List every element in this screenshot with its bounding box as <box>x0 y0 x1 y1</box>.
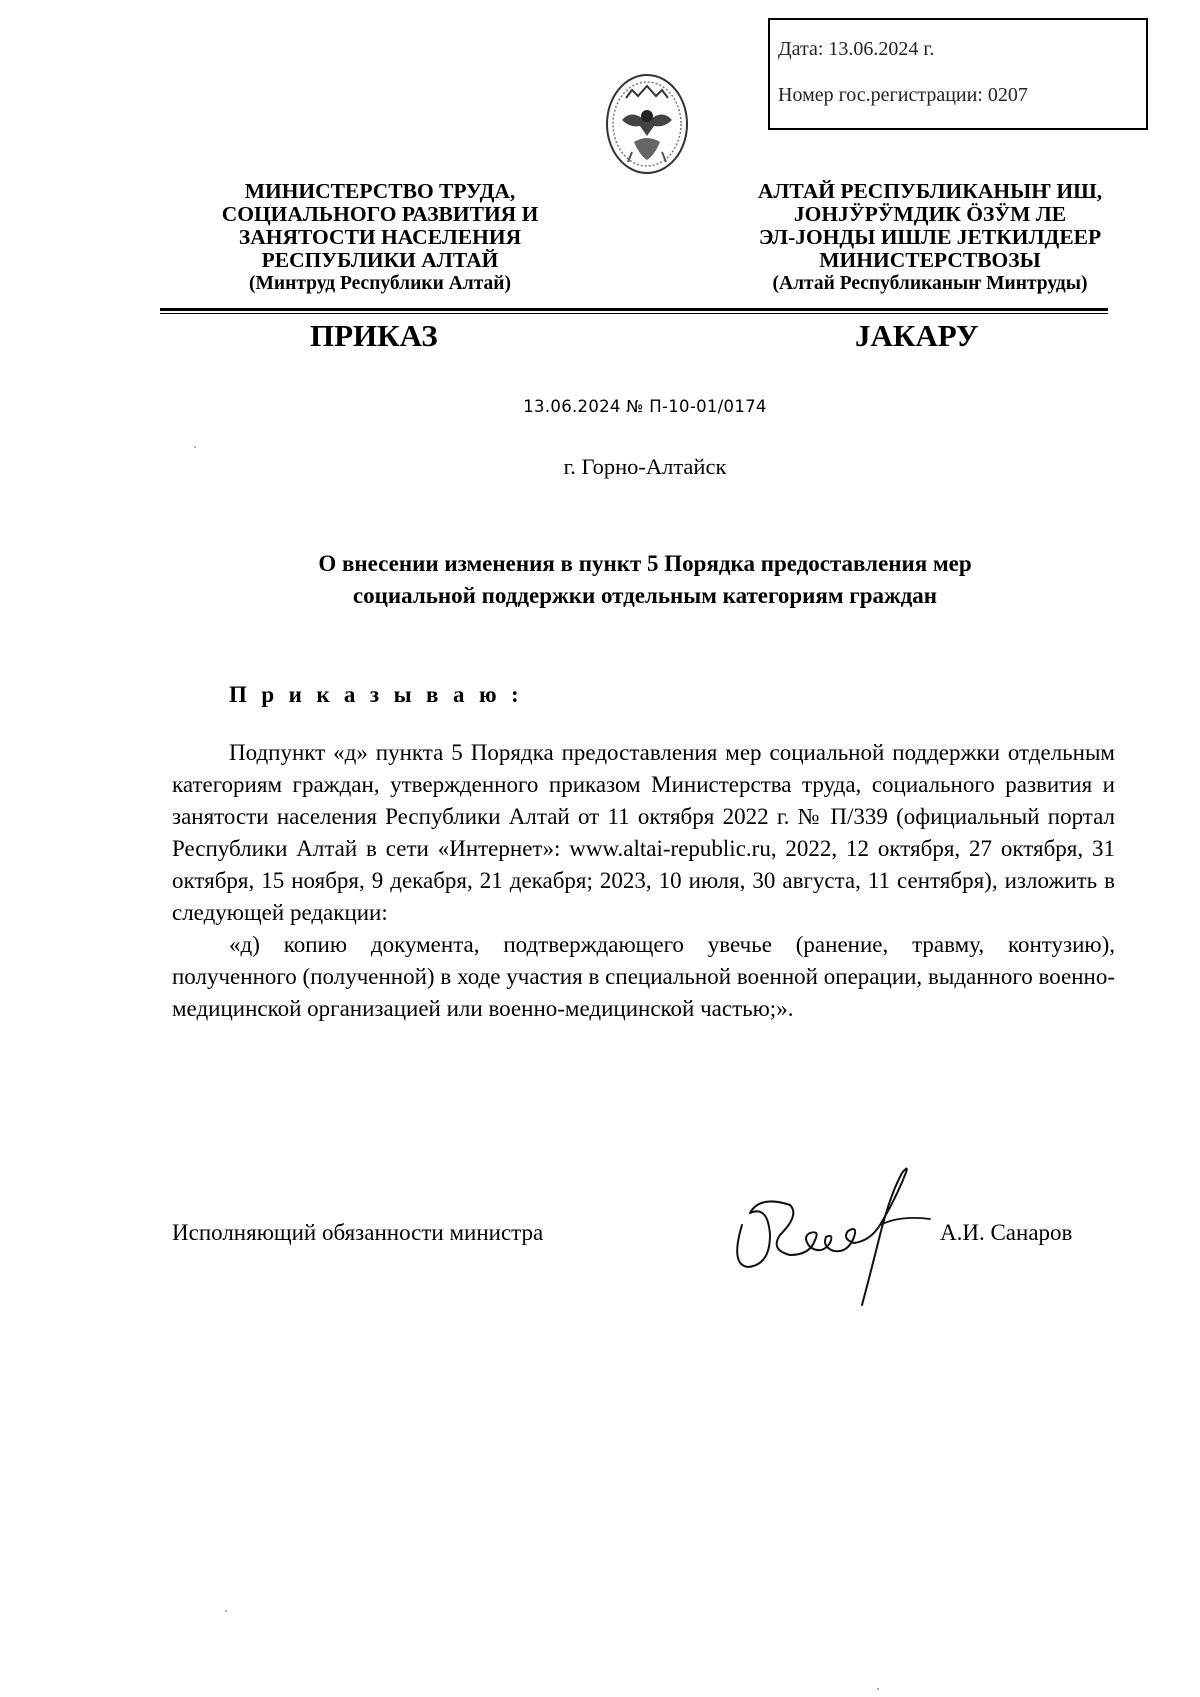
ministry-header-alt: АЛТАЙ РЕСПУБЛИКАНЫҤ ИШ, ЈОНЈӰРӰМДИК ӦЗӰМ ЛЕ ЭЛ-ЈОНДЫ ИШЛЕ ЈЕТКИЛДЕЕР МИНИСТЕРСТВОЗЫ (Алтай Республиканыҥ Минтруды) <box>700 180 1160 295</box>
ministry-header-ru: МИНИСТЕРСТВО ТРУДА, СОЦИАЛЬНОГО РАЗВИТИЯ И ЗАНЯТОСТИ НАСЕЛЕНИЯ РЕСПУБЛИКИ АЛТАЙ (Минтруд Республики Алтай) <box>180 180 580 295</box>
registration-date: Дата: 13.06.2024 г. <box>778 38 935 60</box>
header-divider-thin <box>160 313 1108 314</box>
body-paragraph-1: Подпункт «д» пункта 5 Порядка предоставления мер социальной поддержки отдельным категориям граждан, утвержденного приказом Министерства труда, социального развития и занятости населения Республики Алтай от 11 октября 2022 г. № П/339 (официальный портал Республики Алтай в сети «Интернет»: www.altai-republic.ru, 2022, 12 октября, 27 октября, 31 октября, 15 ноября, 9 декабря, 21 декабря; 2023, 10 июля, 30 августа, 11 сентября), изложить в следующей редакции: <box>172 740 1115 925</box>
order-word: Приказываю: <box>229 682 534 707</box>
coat-of-arms-emblem <box>604 72 690 176</box>
body-paragraph-2: «д) копию документа, подтверждающего увечье (ранение, травму, контузию), полученного (полученной) в ходе участия в специальной военной операции, выданного военно-медицинской организацией или военно-медицинской частью;». <box>172 932 1115 1021</box>
city: г. Горно-Алтайск <box>563 454 727 479</box>
doc-type-ru: ПРИКАЗ <box>310 318 438 353</box>
order-body <box>172 737 1115 1025</box>
doc-type-alt: ЈАКАРУ <box>855 318 979 353</box>
order-number: 13.06.2024 № П-10-01/0174 <box>523 397 767 416</box>
handwritten-signature <box>730 1155 950 1315</box>
registration-box <box>768 18 1148 130</box>
header-divider <box>160 308 1108 311</box>
registration-number: Номер гос.регистрации: 0207 <box>778 84 1028 106</box>
ministry-short-name-alt: (Алтай Республиканыҥ Минтруды) <box>772 273 1088 294</box>
scan-speck <box>877 1688 879 1690</box>
scan-speck <box>194 446 196 448</box>
ministry-short-name-ru: (Минтруд Республики Алтай) <box>248 273 512 294</box>
signatory-name: А.И. Санаров <box>940 1220 1073 1245</box>
scan-speck <box>225 1610 227 1612</box>
signatory-position: Исполняющий обязанности министра <box>172 1220 544 1245</box>
document-title: О внесении изменения в пункт 5 Порядка предоставления мер социальной поддержки отдельным категориям граждан <box>318 551 972 608</box>
